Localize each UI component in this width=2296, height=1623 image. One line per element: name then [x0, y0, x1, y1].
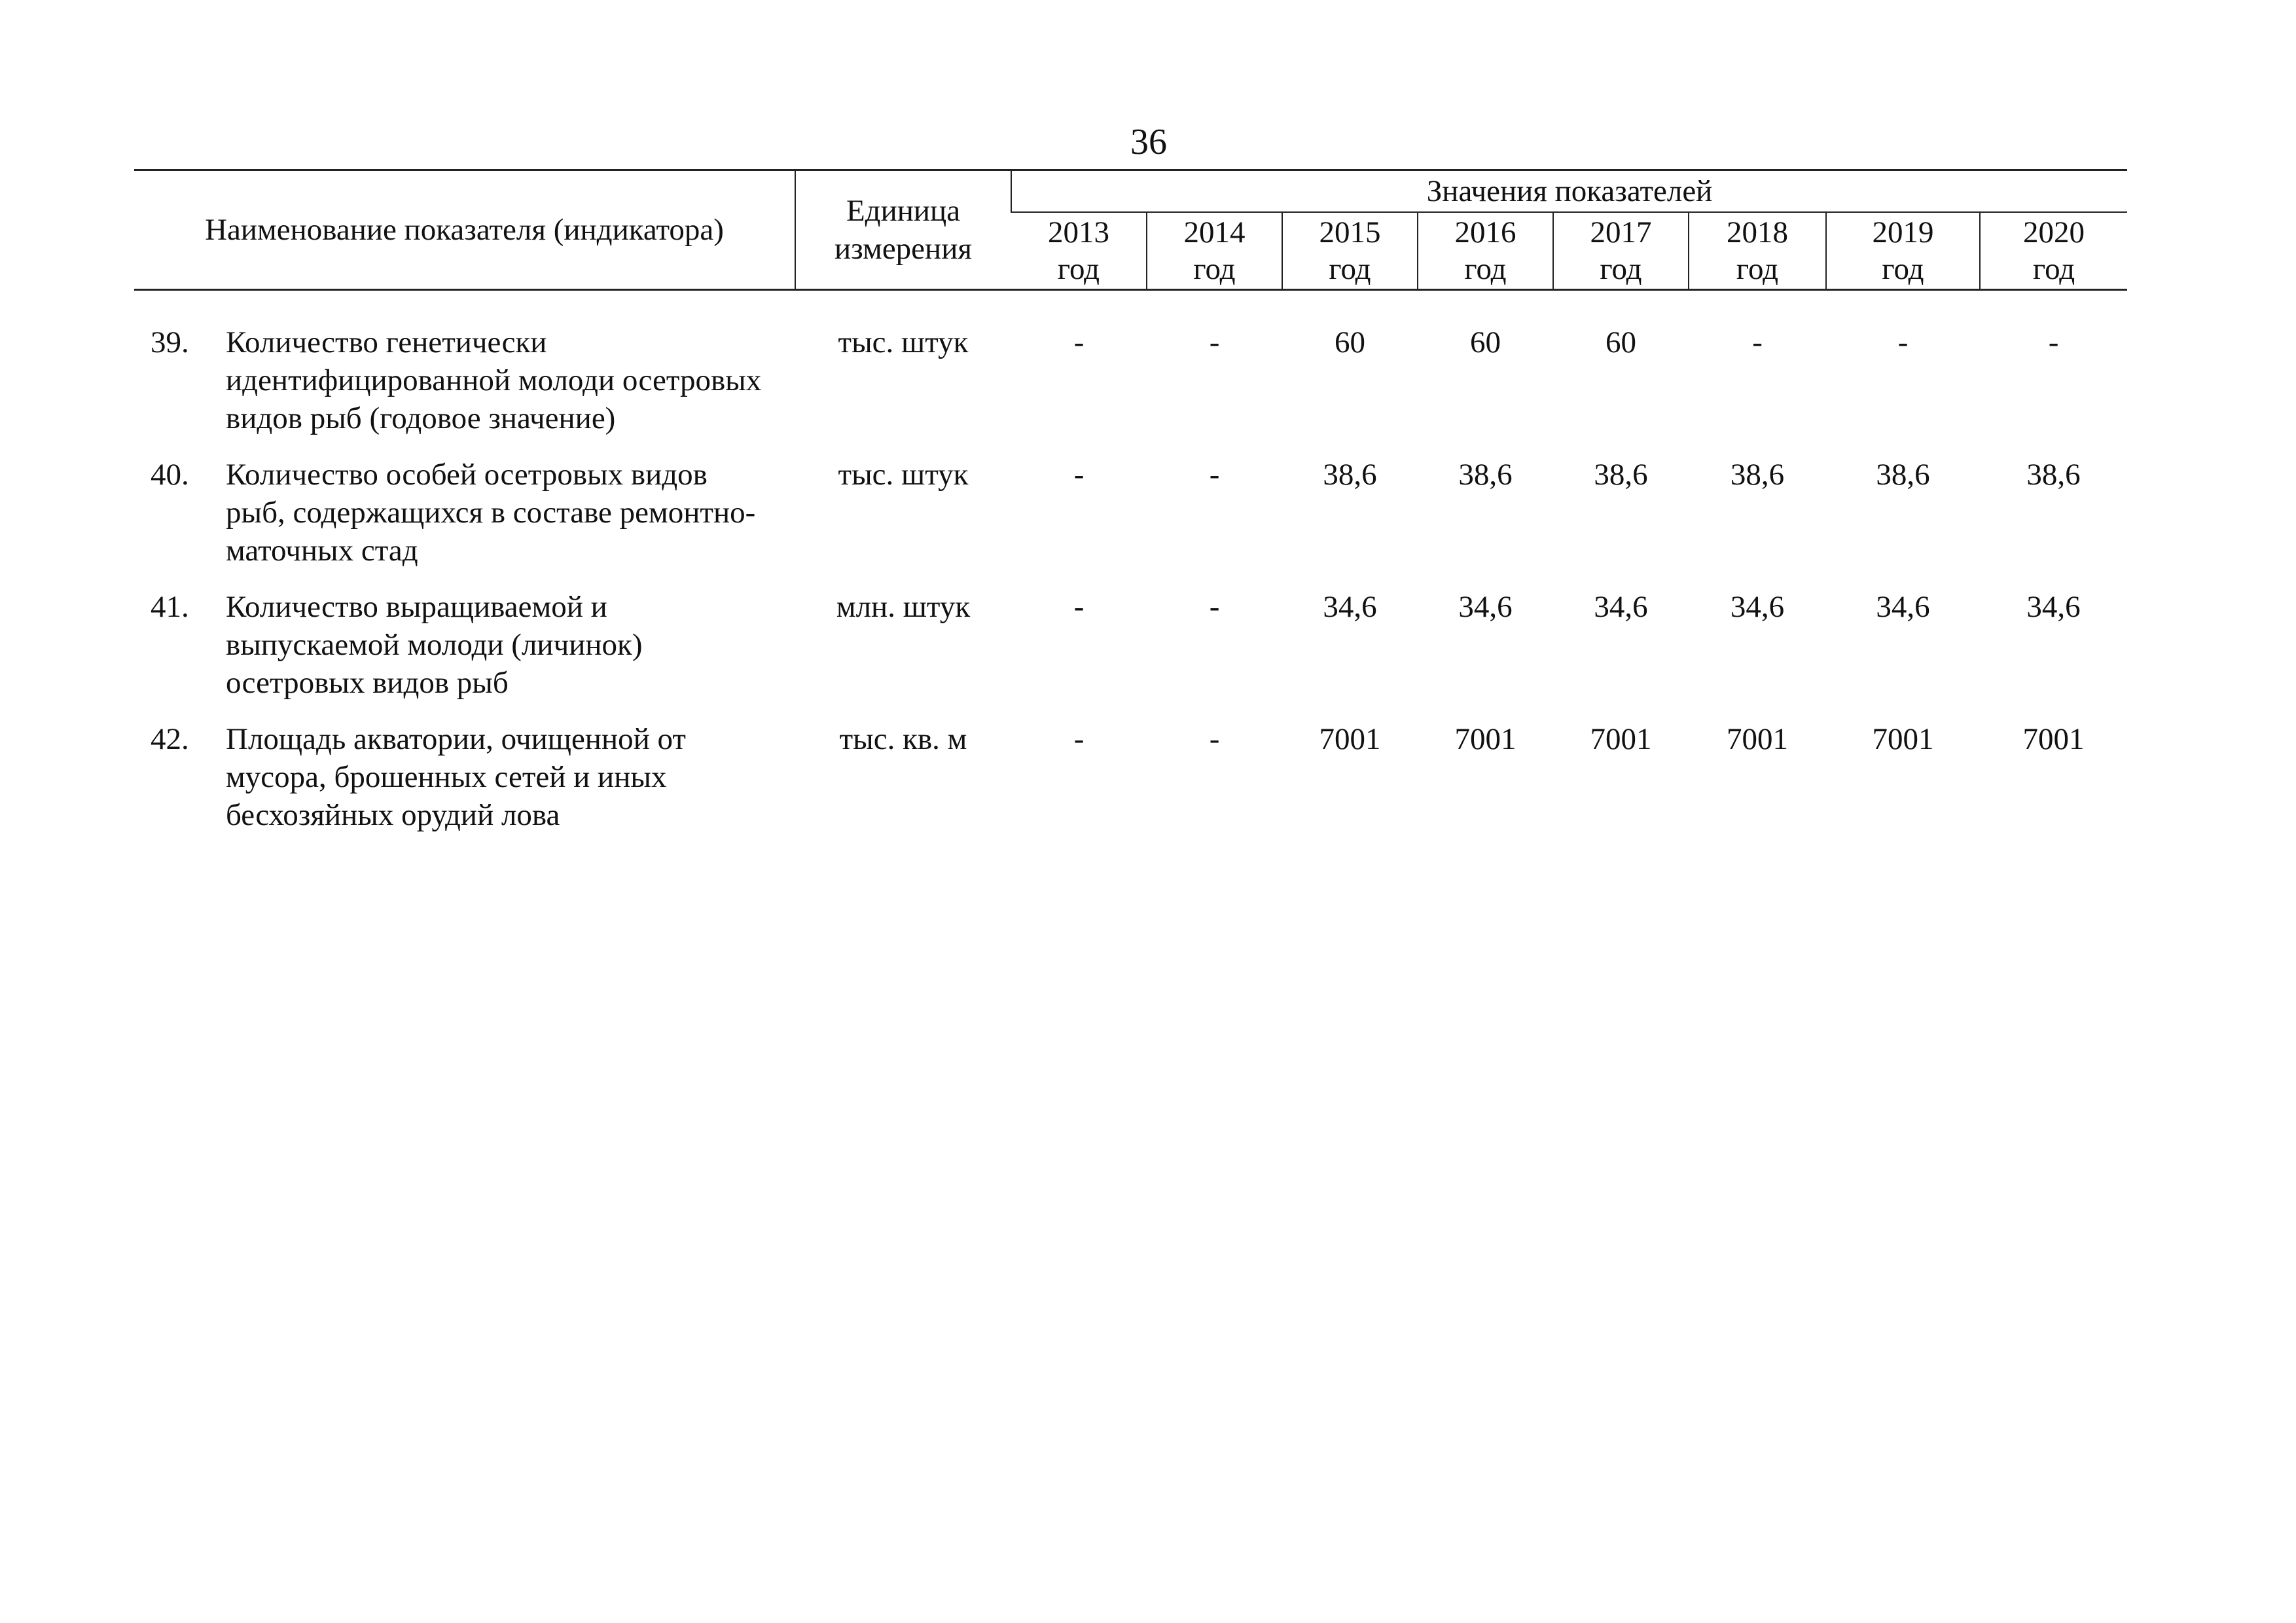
table-body — [134, 290, 2127, 853]
value-cell: - — [1073, 325, 1085, 359]
value-cell: 60 — [1470, 325, 1501, 359]
indicator-unit: тыс. кв. м — [839, 722, 967, 756]
row-number: 41. — [151, 590, 189, 624]
value-cell: 38,6 — [1323, 458, 1377, 492]
header-year: 2013 год — [1011, 212, 1147, 290]
header-values-group: Значения показателей — [1011, 170, 2127, 213]
value-cell: - — [1209, 722, 1220, 756]
indicator-name: Количество выращиваемой и выпускаемой молоди (личинок) осетровых видов рыб — [226, 590, 643, 700]
indicator-name: Количество генетически идентифицированной молоди осетровых видов рыб (годовое значение) — [226, 325, 762, 435]
value-cell: - — [1073, 590, 1085, 624]
value-cell: 34,6 — [1594, 590, 1648, 624]
header-unit: Единица измерения — [795, 170, 1011, 290]
value-cell: 38,6 — [1730, 458, 1785, 492]
header-year: 2015 год — [1282, 212, 1418, 290]
indicator-name: Площадь акватории, очищенной от мусора, брошенных сетей и иных бесхозяйных орудий лова — [226, 722, 686, 832]
table-header — [134, 170, 2127, 290]
table-row — [134, 456, 2127, 588]
row-number: 42. — [151, 722, 189, 756]
header-year: 2017 год — [1553, 212, 1689, 290]
value-cell: 60 — [1335, 325, 1366, 359]
value-cell: - — [1073, 722, 1085, 756]
value-cell: - — [2048, 325, 2059, 359]
value-cell: 34,6 — [1876, 590, 1930, 624]
value-cell: - — [1209, 325, 1220, 359]
value-cell: 38,6 — [1458, 458, 1513, 492]
value-cell: - — [1209, 458, 1220, 492]
header-name: Наименование показателя (индикатора) — [134, 170, 795, 290]
header-year: 2019 год — [1826, 212, 1980, 290]
value-cell: 38,6 — [1876, 458, 1930, 492]
value-cell: 34,6 — [1323, 590, 1377, 624]
row-number: 40. — [151, 458, 189, 492]
value-cell: - — [1209, 590, 1220, 624]
value-cell: 7001 — [1872, 722, 1934, 756]
value-cell: 34,6 — [1730, 590, 1785, 624]
header-year: 2014 год — [1147, 212, 1282, 290]
table-row — [134, 720, 2127, 852]
page-number: 36 — [1130, 122, 1167, 162]
indicator-unit: млн. штук — [836, 590, 971, 624]
indicators-table — [134, 169, 2127, 852]
table-row — [134, 323, 2127, 456]
value-cell: 38,6 — [1594, 458, 1648, 492]
value-cell: 7001 — [1727, 722, 1789, 756]
value-cell: 34,6 — [1458, 590, 1513, 624]
value-cell: - — [1752, 325, 1763, 359]
value-cell: 7001 — [1319, 722, 1381, 756]
header-year: 2020 год — [1980, 212, 2127, 290]
value-cell: 34,6 — [2026, 590, 2081, 624]
value-cell: 7001 — [2022, 722, 2085, 756]
value-cell: 60 — [1605, 325, 1637, 359]
header-year: 2018 год — [1689, 212, 1826, 290]
indicator-unit: тыс. штук — [838, 325, 969, 359]
value-cell: - — [1073, 458, 1085, 492]
table-row — [134, 588, 2127, 720]
row-number: 39. — [151, 325, 189, 359]
value-cell: - — [1897, 325, 1909, 359]
value-cell: 7001 — [1590, 722, 1652, 756]
value-cell: 7001 — [1454, 722, 1516, 756]
value-cell: 38,6 — [2026, 458, 2081, 492]
header-year: 2016 год — [1418, 212, 1553, 290]
indicator-unit: тыс. штук — [838, 458, 969, 492]
indicator-name: Количество особей осетровых видов рыб, содержащихся в составе ремонтно-маточных стад — [226, 458, 756, 568]
